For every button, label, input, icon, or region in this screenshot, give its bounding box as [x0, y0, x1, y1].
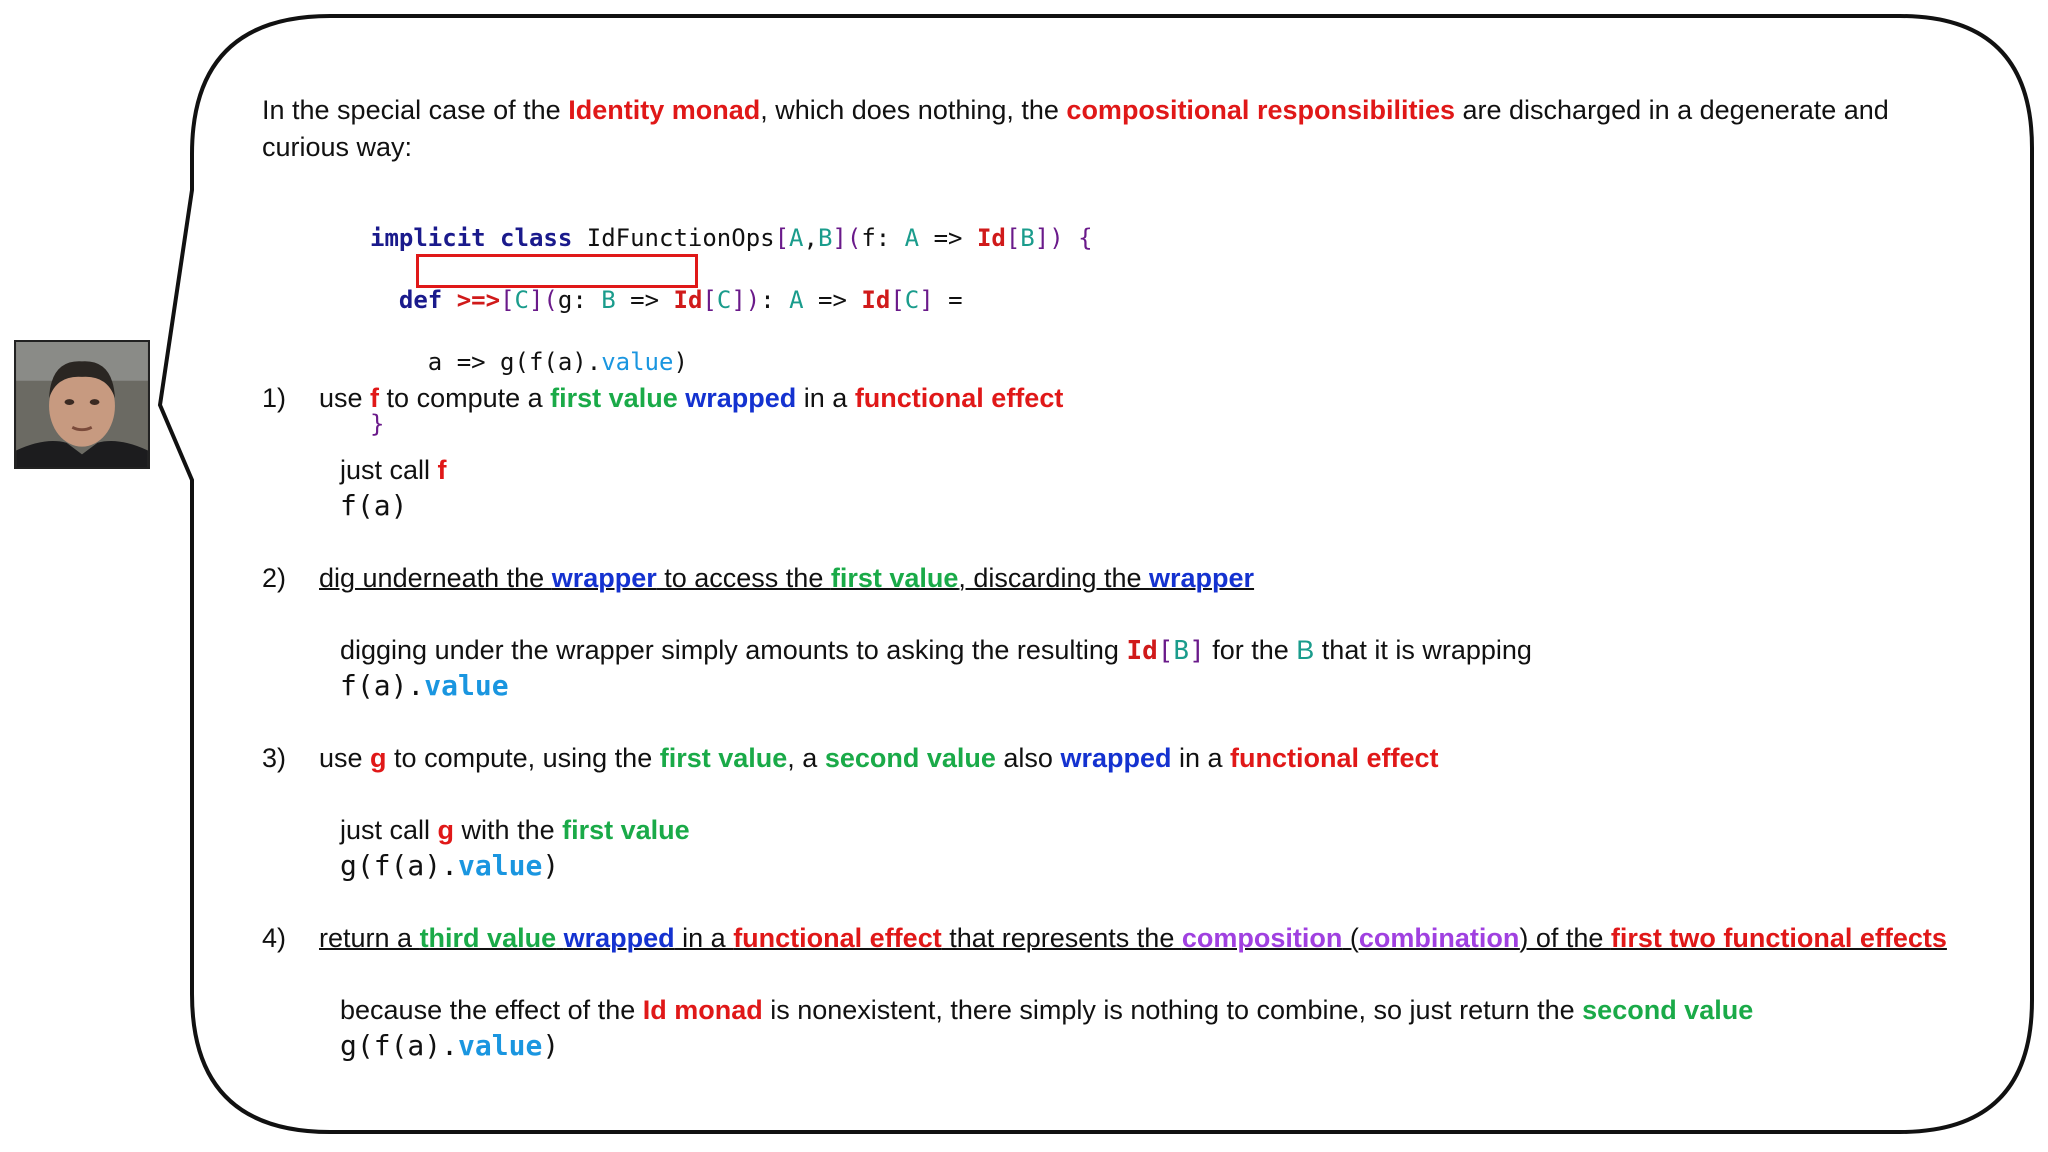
code-block — [370, 192, 1093, 471]
g-term: g — [370, 743, 387, 773]
person-photo-icon — [16, 342, 148, 467]
type-param: B — [1173, 636, 1190, 666]
step-text: also — [995, 743, 1061, 773]
param-name: f — [861, 224, 876, 252]
intro-text: are discharged in a degenerate and — [1455, 95, 1889, 125]
code-text: g(f(a). — [340, 849, 459, 882]
identity-monad-term: Identity monad — [568, 95, 761, 125]
step-text: ) of the — [1519, 923, 1611, 953]
type-param: A — [904, 224, 920, 252]
explanation-text: because the effect of the — [340, 995, 643, 1025]
intro-text: , which does nothing, the — [760, 95, 1067, 125]
id-monad-term: Id monad — [642, 995, 763, 1025]
keyword: class — [500, 224, 573, 252]
compositional-responsibilities-term: compositional responsibilities — [1066, 95, 1455, 125]
explanation-text: just call — [340, 815, 438, 845]
g-term: g — [437, 815, 455, 845]
step-text: that represents the — [941, 923, 1182, 953]
id-type: Id — [1126, 636, 1158, 666]
step-text: dig underneath the — [319, 563, 552, 593]
type-param: B — [1020, 224, 1035, 252]
step-1-code: f(a) — [340, 489, 408, 522]
type-param: C — [904, 286, 920, 314]
second-value-term: second value — [824, 743, 996, 773]
step-2 — [262, 560, 1254, 597]
explanation-text: is nonexistent, there simply is nothing to combine, so just return the — [762, 995, 1583, 1025]
step-text — [556, 923, 564, 953]
step-1 — [262, 380, 1063, 417]
step-text: , discarding the — [958, 563, 1150, 593]
body-expression: a => g(f(a). — [427, 348, 602, 376]
first-value-term: first value — [550, 383, 678, 413]
step-text: to access the — [656, 563, 831, 593]
type-param: B — [817, 224, 833, 252]
wrapper-term: wrapper — [551, 563, 657, 593]
step-text: use — [319, 383, 371, 413]
code-line-3: a => g(f(a).value) — [427, 348, 688, 376]
value-accessor: value — [424, 669, 509, 702]
code-text: ) — [542, 849, 560, 882]
step-number: 1) — [262, 383, 287, 413]
composition-term: composition — [1181, 923, 1343, 953]
wrapped-term: wrapped — [685, 383, 797, 413]
explanation-text: with the — [454, 815, 563, 845]
functional-effect-term: functional effect — [1230, 743, 1439, 773]
wrapped-term: wrapped — [563, 923, 675, 953]
combination-term: combination — [1358, 923, 1520, 953]
first-value-term: first value — [659, 743, 788, 773]
highlight-box — [416, 254, 698, 288]
step-text: in a — [1171, 743, 1231, 773]
type-param: C — [514, 286, 529, 314]
arrow: => — [933, 224, 963, 252]
step-text: return a — [319, 923, 420, 953]
step-3-code — [340, 848, 559, 884]
functional-effect-term: functional effect — [733, 923, 942, 953]
speaker-avatar — [14, 340, 150, 469]
step-3-explanation — [340, 812, 690, 848]
id-type: Id — [976, 224, 1006, 252]
f-term: f — [437, 455, 447, 485]
step-text: use — [319, 743, 371, 773]
step-number: 3) — [262, 743, 287, 773]
arrow: => — [818, 286, 847, 314]
f-term: f — [370, 383, 380, 413]
value-accessor: value — [458, 1029, 543, 1062]
type-param: B — [1296, 635, 1315, 665]
fish-operator: >=> — [456, 286, 501, 314]
code-text: g(f(a). — [340, 1029, 459, 1062]
value-accessor: value — [601, 348, 674, 376]
functional-effect-term: functional effect — [854, 383, 1064, 413]
wrapped-term: wrapped — [1060, 743, 1172, 773]
closing-brace: } — [370, 410, 385, 438]
first-value-term: first value — [562, 815, 690, 845]
code-line-1: implicit class IdFunctionOps[A,B](f: A => Id[B]) { — [370, 224, 1093, 252]
step-text: to compute, using the — [386, 743, 660, 773]
type-param: A — [789, 224, 804, 252]
value-accessor: value — [458, 849, 543, 882]
id-type: Id — [673, 286, 703, 314]
param-name: g — [557, 286, 573, 314]
step-number: 4) — [262, 923, 287, 953]
step-2-explanation: digging under the wrapper simply amounts to asking the resulting Id[B] for the B that it is wrapping — [340, 635, 1532, 666]
step-4 — [262, 920, 1947, 957]
code-text: ) — [542, 1029, 560, 1062]
wrapper-term: wrapper — [1149, 563, 1255, 593]
step-2-code — [340, 668, 509, 704]
type-param: C — [716, 286, 732, 314]
keyword: implicit — [370, 224, 486, 252]
intro-text: In the special case of the — [262, 95, 569, 125]
intro-text: curious way: — [262, 132, 413, 162]
step-4-code — [340, 1028, 559, 1064]
second-value-term: second value — [1582, 995, 1754, 1025]
class-name: IdFunctionOps — [586, 224, 775, 252]
explanation-text: that it is wrapping — [1314, 635, 1532, 665]
code-line-2: def >=>[C](g: B => Id[C]): A => Id[C] = — [398, 286, 963, 314]
step-1-explanation — [340, 452, 447, 488]
type-param: B — [601, 286, 616, 314]
explanation-text: for the — [1204, 635, 1297, 665]
id-type: Id — [861, 286, 891, 314]
arrow: => — [630, 286, 660, 314]
third-value-term: third value — [419, 923, 557, 953]
step-text: in a — [674, 923, 734, 953]
step-text: in a — [796, 383, 855, 413]
type-param: A — [789, 286, 804, 314]
step-text: to compute a — [379, 383, 551, 413]
first-two-effects-term: first two functional effects — [1610, 923, 1947, 953]
explanation-text: digging under the wrapper simply amounts to asking the resulting — [340, 635, 1127, 665]
first-value-term: first value — [830, 563, 959, 593]
step-4-explanation — [340, 992, 1753, 1028]
keyword: def — [398, 286, 443, 314]
code-text: f(a). — [340, 669, 425, 702]
intro-paragraph — [262, 92, 1942, 166]
step-3 — [262, 740, 1439, 777]
explanation-text: just call — [340, 455, 438, 485]
step-number: 2) — [262, 563, 287, 593]
step-text: , a — [787, 743, 825, 773]
step-text: ( — [1342, 923, 1359, 953]
